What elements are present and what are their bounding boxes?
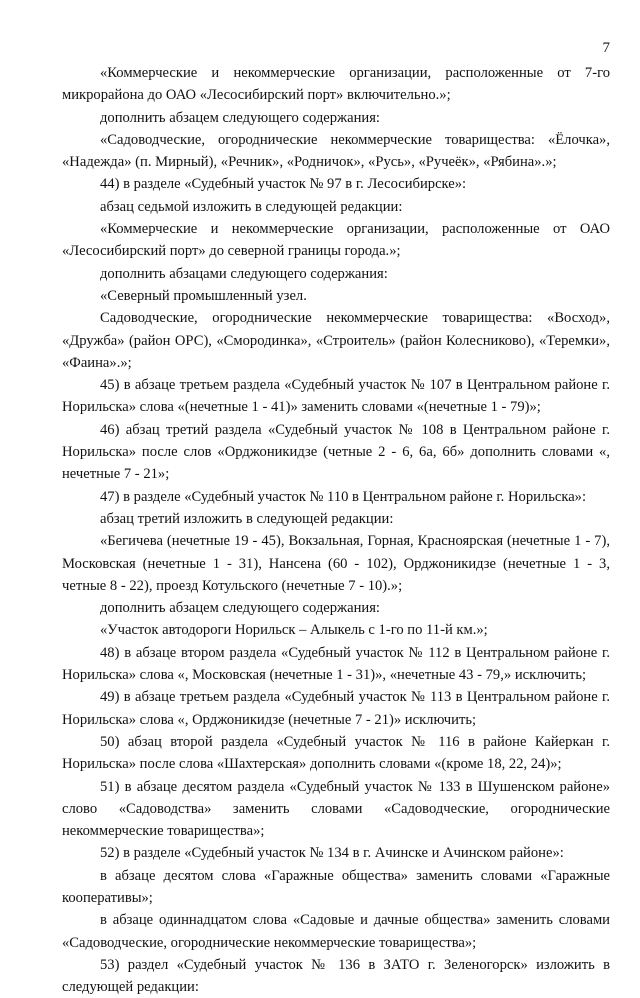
paragraph: 52) в разделе «Судебный участок № 134 в г. Ачинске и Ачинском районе»: (100, 845, 564, 862)
paragraph: 46) абзац третий раздела «Судебный участок № 108 в Центральном районе г. Норильска» после слов «Орджоникидзе (четные 2 - 6, 6а, 6б» дополнить словами «, нечетные 7 - 21»; (62, 421, 610, 483)
paragraph: в абзаце одиннадцатом слова «Садовые и дачные общества» заменить словами «Садоводческие, огороднические некоммерческие товарищества»; (62, 912, 610, 951)
paragraph: 45) в абзаце третьем раздела «Судебный участок № 107 в Центральном районе г. Норильска» слова «(нечетные 1 - 41)» заменить словами «(нечетные 1 - 79)»; (62, 377, 610, 416)
paragraph: дополнить абзацем следующего содержания: (100, 109, 380, 126)
paragraph: «Коммерческие и некоммерческие организации, расположенные от ОАО «Лесосибирский порт» до северной границы города.»; (62, 221, 610, 260)
paragraph: «Коммерческие и некоммерческие организации, расположенные от 7-го микрорайона до ОАО «Лесосибирский порт» включительно.»; (62, 65, 610, 104)
paragraph: 53) раздел «Судебный участок № 136 в ЗАТО г. Зеленогорск» изложить в следующей редакции: (62, 956, 610, 996)
paragraph: дополнить абзацем следующего содержания: (100, 600, 380, 617)
paragraph: дополнить абзацами следующего содержания: (100, 265, 388, 282)
paragraph: «Участок автодороги Норильск – Алыкель с 1-го по 11-й км.»; (100, 622, 488, 639)
paragraph: 44) в разделе «Судебный участок № 97 в г. Лесосибирске»: (100, 176, 467, 193)
paragraph: «Бегичева (нечетные 19 - 45), Вокзальная, Горная, Красноярская (нечетные 1 - 7), Московская (нечетные 1 - 31), Нансена (60 - 102), Орджоникидзе (нечетные 1 - 3, четные 8 - 22), проезд Котульского (нечетные 7 - 10).»; (62, 533, 610, 594)
page-number: 7 (602, 40, 610, 56)
paragraph: в абзаце десятом слова «Гаражные общества» заменить словами «Гаражные кооперативы»; (62, 867, 610, 906)
paragraph: Садоводческие, огороднические некоммерческие товарищества: «Восход», «Дружба» (район ОРС), «Смородинка», «Строитель» (район Колесниково), «Теремки», «Фаина».»; (62, 310, 610, 371)
paragraph: абзац третий изложить в следующей редакции: (100, 510, 394, 527)
paragraph: абзац седьмой изложить в следующей редакции: (100, 198, 403, 215)
document-body (62, 62, 610, 998)
paragraph: «Садоводческие, огороднические некоммерческие товарищества: «Ёлочка», «Надежда» (п. Мирный), «Речник», «Родничок», «Русь», «Ручеёк», «Рябина».»; (62, 131, 610, 171)
paragraph: 50) абзац второй раздела «Судебный участок № 116 в районе Кайеркан г. Норильска» после слова «Шахтерская» дополнить словами «(кроме 18, 22, 24)»; (62, 733, 610, 773)
paragraph: 48) в абзаце втором раздела «Судебный участок № 112 в Центральном районе г. Норильска» слова «, Московская (нечетные 1 - 31)», «нечетные 43 - 79,» исключить; (62, 644, 610, 684)
paragraph: 49) в абзаце третьем раздела «Судебный участок № 113 в Центральном районе г. Норильска» слова «, Орджоникидзе (нечетные 7 - 21)» исключить; (62, 689, 610, 728)
paragraph: 47) в разделе «Судебный участок № 110 в Центральном районе г. Норильска»: (100, 488, 587, 505)
paragraph: «Северный промышленный узел. (100, 287, 307, 304)
paragraph: 51) в абзаце десятом раздела «Судебный участок № 133 в Шушенском районе» слово «Садоводства» заменить словами «Садоводческие, огороднические некоммерческие товарищества»; (62, 778, 610, 840)
